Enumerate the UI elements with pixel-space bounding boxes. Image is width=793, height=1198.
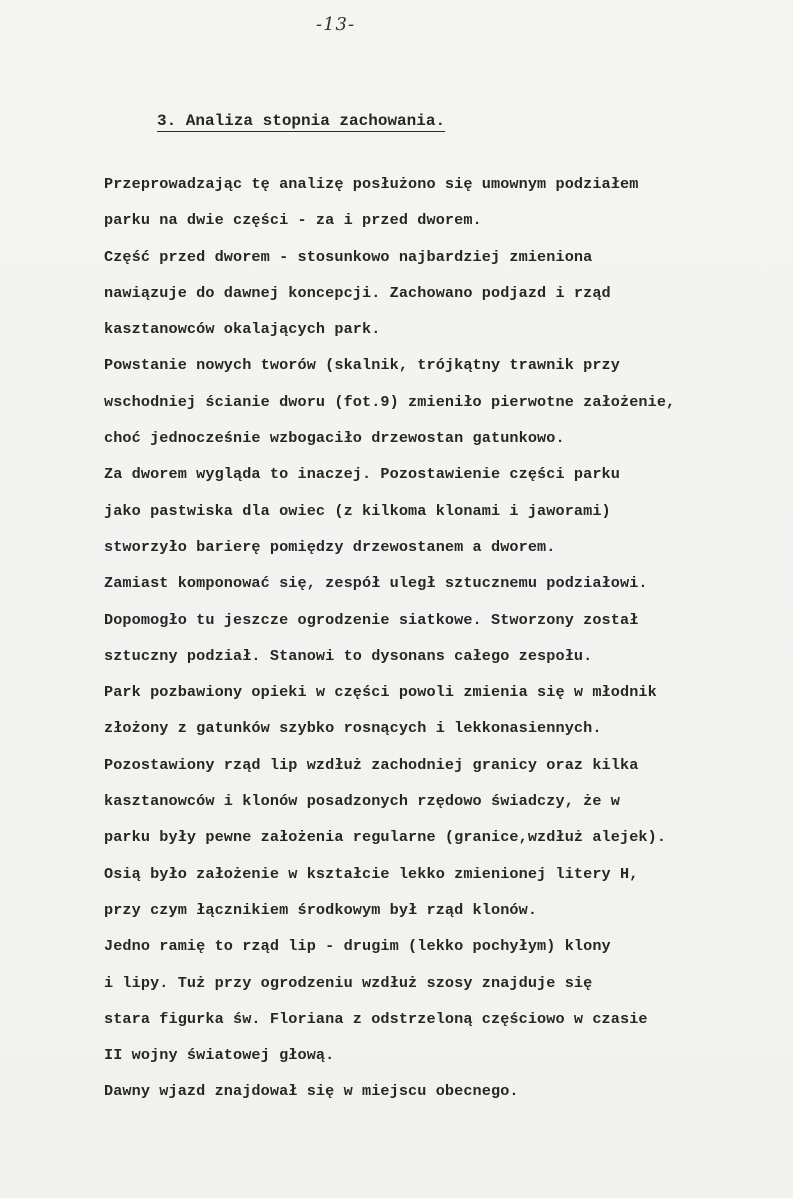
text-line: wschodniej ścianie dworu (fot.9) zmieniło pierwotne założenie, [104, 392, 676, 411]
section-title: 3. Analiza stopnia zachowania. [157, 112, 446, 130]
page-number: -13- [316, 14, 356, 35]
text-line: nawiązuje do dawnej koncepcji. Zachowano podjazd i rząd [104, 283, 611, 302]
text-line: Pozostawiony rząd lip wzdłuż zachodniej granicy oraz kilka [104, 755, 639, 774]
text-line: Osią było założenie w kształcie lekko zmienionej litery H, [104, 864, 639, 883]
text-line: przy czym łącznikiem środkowym był rząd klonów. [104, 900, 538, 919]
text-line: stworzyło barierę pomiędzy drzewostanem a dworem. [104, 537, 556, 556]
text-line: Przeprowadzając tę analizę posłużono się umownym podziałem [104, 175, 639, 193]
text-line: sztuczny podział. Stanowi to dysonans całego zespołu. [104, 646, 593, 665]
text-line: kasztanowców i klonów posadzonych rzędowo świadczy, że w [104, 792, 620, 811]
text-line: jako pastwiska dla owiec (z kilkoma klonami i jaworami) [104, 501, 611, 520]
text-line: Powstanie nowych tworów (skalnik, trójkątny trawnik przy [104, 356, 620, 375]
text-line: Park pozbawiony opieki w części powoli zmienia się w młodnik [104, 683, 657, 702]
text-line: II wojny światowej głową. [104, 1046, 335, 1065]
text-line: parku na dwie części - za i przed dworem. [104, 211, 482, 230]
text-line: Część przed dworem - stosunkowo najbardziej zmieniona [104, 247, 593, 266]
text-line: stara figurka św. Floriana z odstrzeloną częściowo w czasie [104, 1009, 648, 1028]
text-line: kasztanowców okalających park. [104, 320, 381, 339]
text-line: Dawny wjazd znajdował się w miejscu obecnego. [104, 1082, 519, 1101]
text-line: Zamiast komponować się, zespół uległ sztucznemu podziałowi. [104, 574, 648, 593]
text-line: i lipy. Tuż przy ogrodzeniu wzdłuż szosy znajduje się [104, 973, 593, 992]
text-line: choć jednocześnie wzbogaciło drzewostan gatunkowo. [104, 429, 565, 448]
text-line: Za dworem wygląda to inaczej. Pozostawienie części parku [104, 465, 620, 484]
text-line: Jedno ramię to rząd lip - drugim (lekko pochyłym) klony [104, 937, 611, 956]
text-line: Dopomogło tu jeszcze ogrodzenie siatkowe. Stworzony został [104, 610, 639, 629]
text-line: złożony z gatunków szybko rosnących i lekkonasiennych. [104, 719, 602, 738]
text-line: parku były pewne założenia regularne (granice,wzdłuż alejek). [104, 828, 667, 847]
body-text [104, 174, 784, 1118]
